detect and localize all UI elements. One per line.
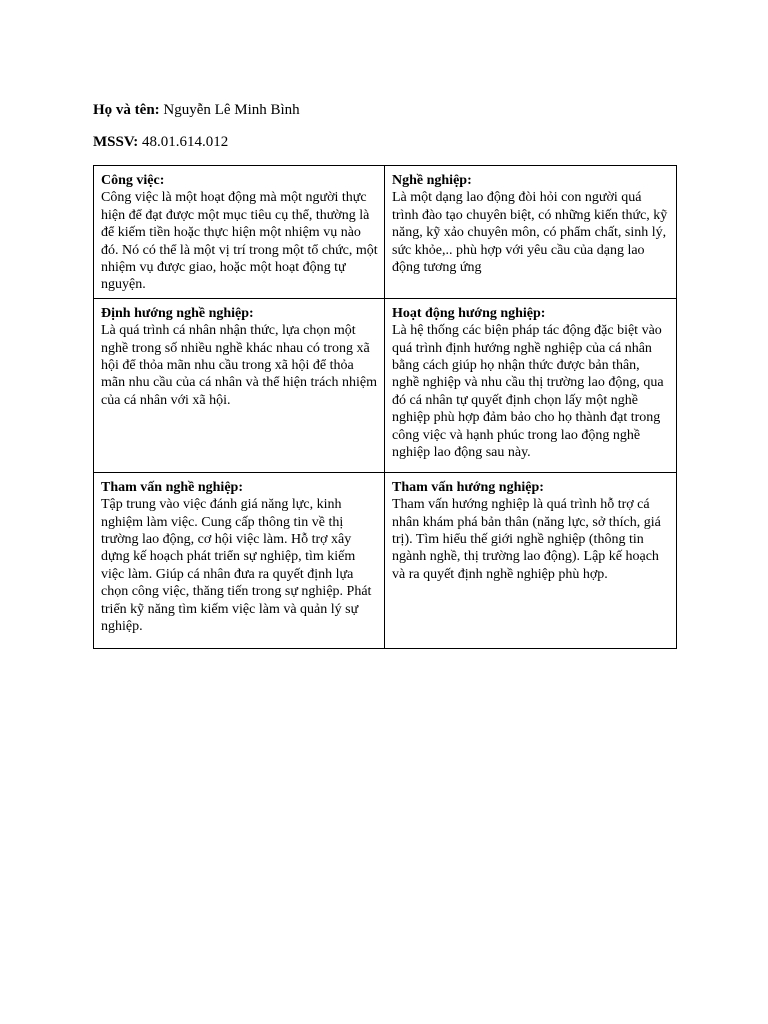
- table-row: [94, 472, 677, 648]
- definition-cell-tham-van-huong-nghiep: [385, 472, 677, 648]
- cell-title: Tham vấn hướng nghiệp:: [392, 479, 544, 495]
- cell-title: Hoạt động hướng nghiệp:: [392, 305, 546, 321]
- definition-cell-nghe-nghiep: [385, 166, 677, 299]
- cell-body: Công việc là một hoạt động mà một người thực hiện để đạt được một mục tiêu cụ thể, thường là để kiếm tiền hoặc thực hiện một nhiệm vụ nào đó. Nó có thể là một vị trí trong một tổ chức, một nhiệm vụ được giao, hoặc một hoạt động tự nguyện.: [101, 190, 378, 293]
- student-id-line: [93, 133, 228, 151]
- definition-cell-tham-van-nghe-nghiep: [94, 472, 385, 648]
- table-row: [94, 166, 677, 299]
- cell-title: Tham vấn nghề nghiệp:: [101, 479, 243, 495]
- cell-body: Là hệ thống các biện pháp tác động đặc biệt vào quá trình định hướng nghề nghiệp của cá nhân bằng cách giúp họ nhận thức được bản thân, nghề nghiệp và nhu cầu thị trường lao động, qua đó cá nhân tự quyết định chọn lấy một nghề nghiệp phù hợp đảm bảo cho họ thành đạt trong công việc và hạnh phúc trong lao động nghề nghiệp lao động sau này.: [392, 323, 664, 461]
- cell-title: Công việc:: [101, 173, 165, 188]
- definitions-table: [93, 165, 677, 649]
- definition-cell-cong-viec: [94, 166, 385, 299]
- cell-body: Là quá trình cá nhân nhận thức, lựa chọn một nghề trong số nhiều nghề khác nhau có trong xã hội để thỏa mãn nhu cầu trong xã hội để thỏa mãn nhu cầu của cá nhân và thể hiện trách nhiệm của cá nhân với xã hội.: [101, 323, 377, 408]
- student-id-label: MSSV:: [93, 134, 139, 150]
- definition-cell-hoat-dong-huong-nghiep: [385, 298, 677, 472]
- cell-title: Nghề nghiệp:: [392, 173, 472, 188]
- student-name-line: [93, 101, 300, 119]
- cell-body: Tập trung vào việc đánh giá năng lực, kinh nghiệm làm việc. Cung cấp thông tin về thị trường lao động, cơ hội việc làm. Hỗ trợ xây dựng kế hoạch phát triển sự nghiệp, tìm kiếm việc làm. Giúp cá nhân đưa ra quyết định lựa chọn công việc, thăng tiến trong sự nghiệp. Phát triển kỹ năng tìm kiếm việc làm và quản lý sự nghiệp.: [101, 497, 372, 635]
- table-row: [94, 298, 677, 472]
- cell-body: Là một dạng lao động đòi hỏi con người quá trình đào tạo chuyên biệt, có những kiến thức, kỹ năng, kỹ xảo chuyên môn, có phẩm chất, sinh lý, sức khỏe,.. phù hợp với yêu cầu của dạng lao động tương ứng: [392, 190, 668, 276]
- student-id-value: 48.01.614.012: [142, 134, 229, 150]
- name-label: Họ và tên:: [93, 102, 160, 118]
- name-value: Nguyễn Lê Minh Bình: [163, 102, 300, 118]
- cell-body: Tham vấn hướng nghiệp là quá trình hỗ trợ cá nhân khám phá bản thân (năng lực, sở thích, giá trị). Tìm hiểu thế giới nghề nghiệp (thông tin ngành nghề, thị trường lao động). Lập kế hoạch và ra quyết định nghề nghiệp phù hợp.: [392, 497, 661, 582]
- definition-cell-dinh-huong-nghe-nghiep: [94, 298, 385, 472]
- cell-title: Định hướng nghề nghiệp:: [101, 305, 254, 321]
